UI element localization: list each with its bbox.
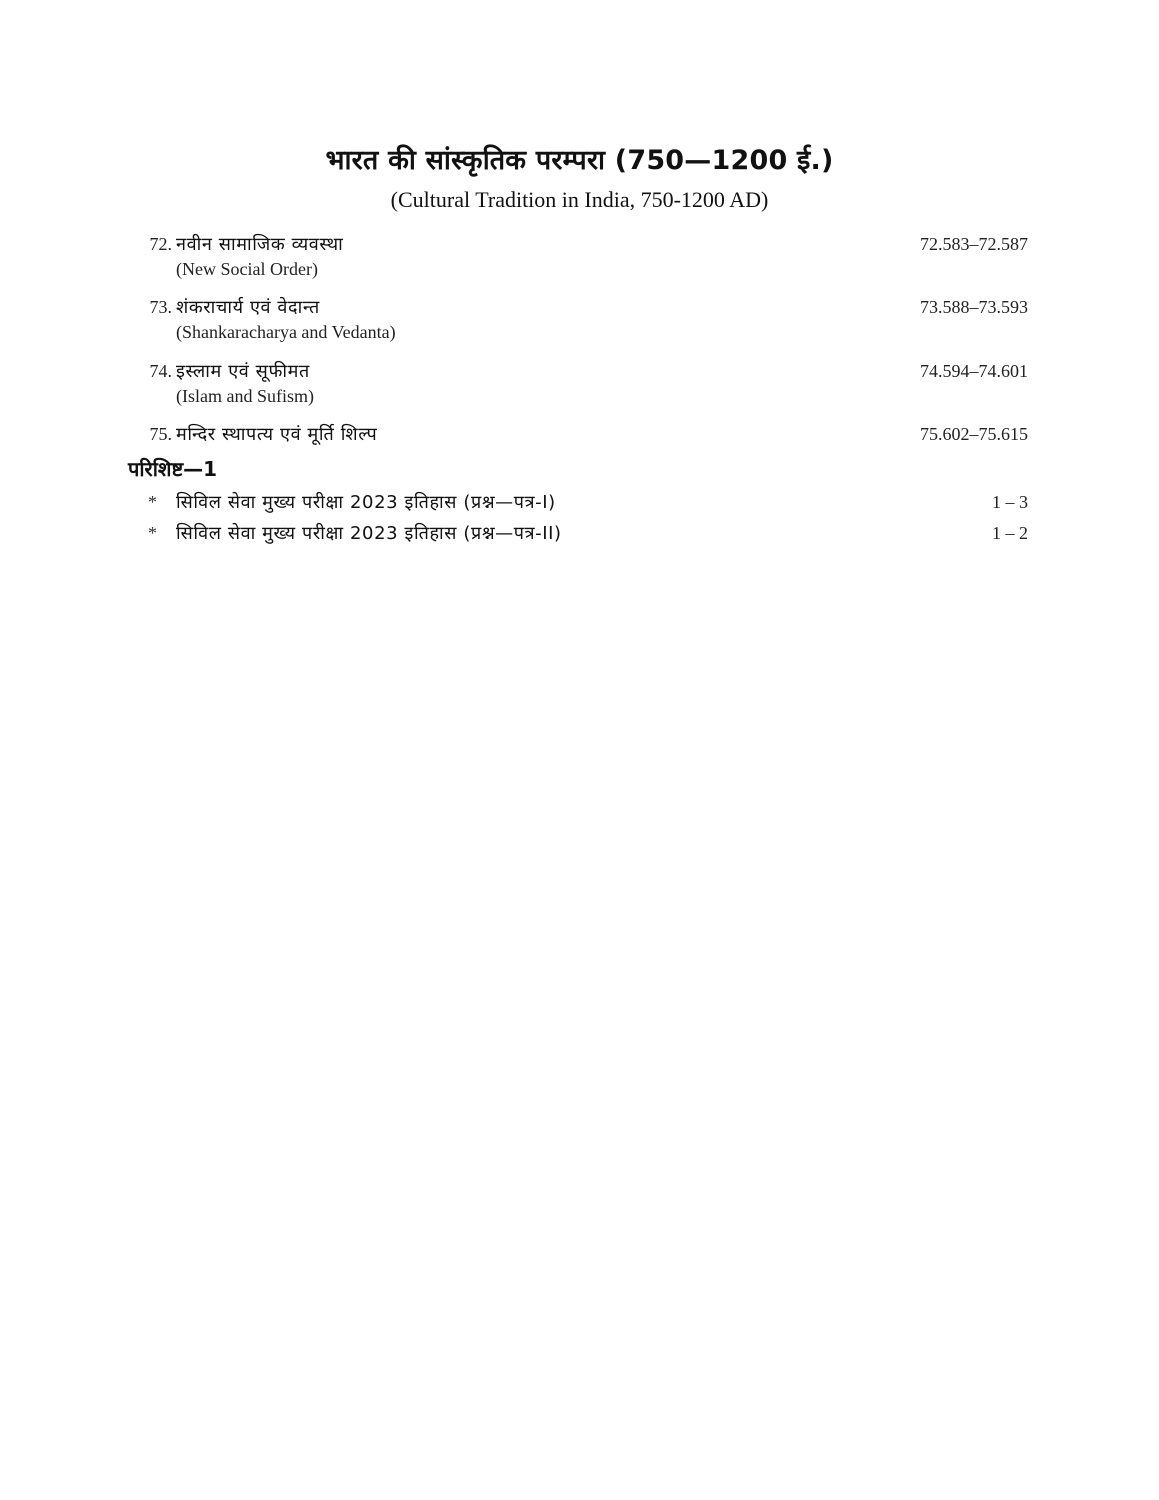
appendix-item-pages: 1 – 3 bbox=[992, 492, 1028, 512]
entry-title-hindi: नवीन सामाजिक व्यवस्था bbox=[176, 234, 344, 255]
appendix-item-text: सिविल सेवा मुख्य परीक्षा 2023 इतिहास (प्रश्न—पत्र-I) bbox=[176, 492, 556, 513]
bullet-marker: * bbox=[148, 492, 157, 512]
entry-number: 73. bbox=[149, 297, 172, 317]
entry-page-range: 72.583–72.587 bbox=[920, 234, 1028, 254]
section-title-hindi: भारत की सांस्कृतिक परम्परा (750—1200 ई.) bbox=[325, 145, 834, 176]
bullet-marker: * bbox=[148, 523, 157, 543]
entry-number: 74. bbox=[149, 361, 172, 381]
entry-page-range: 75.602–75.615 bbox=[920, 424, 1028, 444]
appendix-item-text: सिविल सेवा मुख्य परीक्षा 2023 इतिहास (प्रश्न—पत्र-II) bbox=[176, 523, 562, 544]
section-title-english: (Cultural Tradition in India, 750-1200 AD) bbox=[390, 187, 769, 212]
appendix-item-pages: 1 – 2 bbox=[992, 523, 1028, 543]
entry-page-range: 74.594–74.601 bbox=[920, 361, 1028, 381]
entry-title-hindi: इस्लाम एवं सूफीमत bbox=[176, 361, 310, 382]
entry-title-hindi: मन्दिर स्थापत्य एवं मूर्ति शिल्प bbox=[176, 424, 378, 445]
entry-title-hindi: शंकराचार्य एवं वेदान्त bbox=[176, 297, 320, 318]
entry-page-range: 73.588–73.593 bbox=[920, 297, 1028, 317]
entry-title-english: (New Social Order) bbox=[176, 259, 318, 279]
entry-title-english: (Shankaracharya and Vedanta) bbox=[176, 322, 396, 342]
appendix-heading: परिशिष्ट—1 bbox=[128, 457, 218, 481]
entry-title-english: (Islam and Sufism) bbox=[176, 386, 314, 406]
entry-number: 72. bbox=[149, 234, 172, 254]
entry-number: 75. bbox=[149, 424, 172, 444]
